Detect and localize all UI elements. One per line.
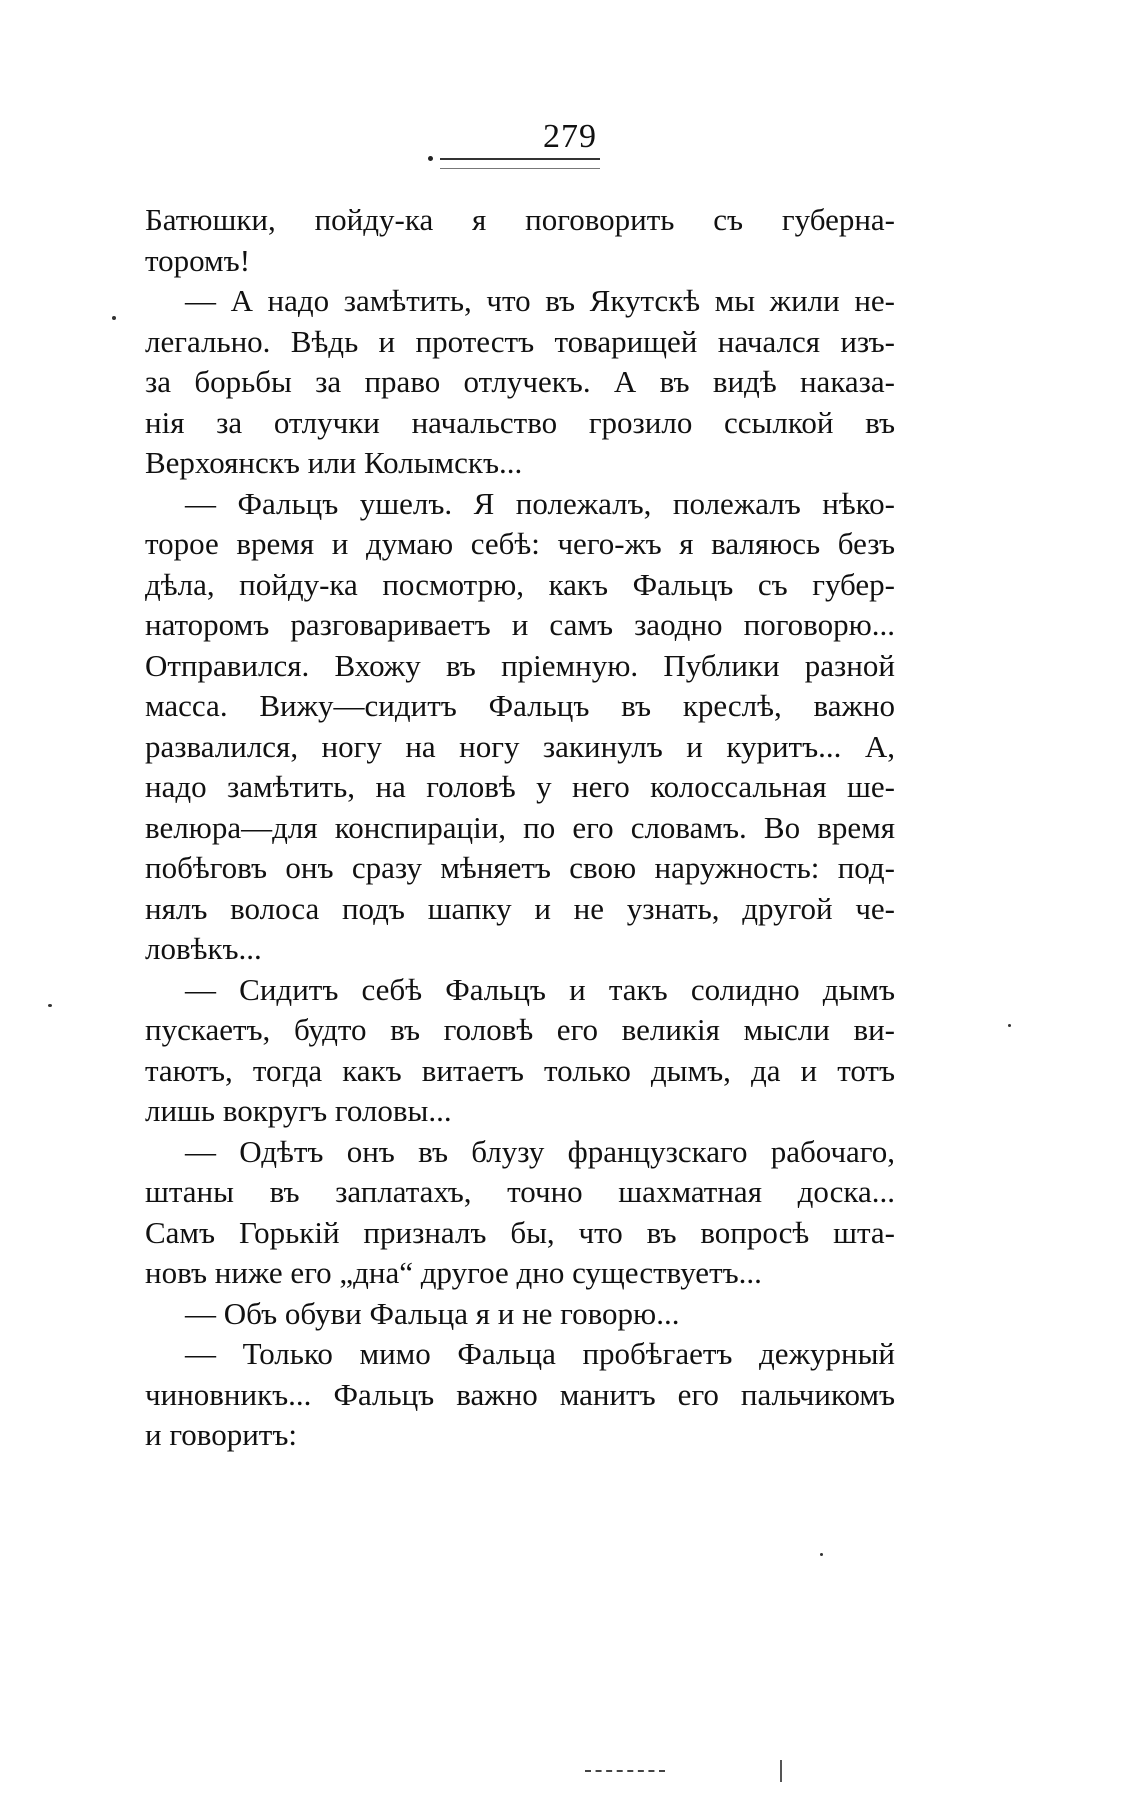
- text-line: — Только мимо Фальца пробѣгаетъ дежурный: [185, 1336, 895, 1371]
- text-line: штаны въ заплатахъ, точно шахматная доска...: [145, 1174, 895, 1209]
- print-speck: [1008, 1024, 1011, 1027]
- print-speck: [820, 1553, 823, 1556]
- text-line: пускаетъ, будто въ головѣ его великія мысли ви-: [145, 1012, 895, 1047]
- text-line: — Фальцъ ушелъ. Я полежалъ, полежалъ нѣко-: [185, 485, 895, 521]
- page-number: 279: [543, 118, 597, 155]
- text-line: новъ ниже его „дна“ другое дно существуетъ...: [145, 1255, 762, 1290]
- text-line: Верхоянскъ или Колымскъ...: [145, 445, 523, 480]
- text-line: и говоритъ:: [145, 1417, 297, 1452]
- text-line: — Объ обуви Фальца я и не говорю...: [185, 1295, 680, 1331]
- text-line: велюра—для конспираціи, по его словамъ. Во время: [145, 809, 895, 845]
- header-rule: [440, 158, 600, 160]
- text-line: побѣговъ онъ сразу мѣняетъ свою наружность: под-: [145, 850, 895, 885]
- print-speck: [48, 1004, 52, 1007]
- text-line: нія за отлучки начальство грозило ссылкой въ: [145, 404, 895, 440]
- text-line: торомъ!: [145, 242, 251, 278]
- footer-print-mark: [585, 1770, 665, 1776]
- print-speck: [112, 316, 116, 320]
- text-line: нялъ волоса подъ шапку и не узнать, другой че-: [145, 890, 895, 926]
- text-line: Отправился. Вхожу въ пріемную. Публики разной: [145, 647, 895, 683]
- text-line: — А надо замѣтить, что въ Якутскѣ мы жили не-: [185, 283, 895, 318]
- text-line: — Сидитъ себѣ Фальцъ и такъ солидно дымъ: [185, 971, 895, 1007]
- text-line: лишь вокругъ головы...: [145, 1093, 452, 1128]
- text-line: развалился, ногу на ногу закинулъ и куритъ... А,: [145, 728, 895, 764]
- text-line: масса. Вижу—сидитъ Фальцъ въ креслѣ, важно: [145, 688, 895, 723]
- text-line: — Одѣтъ онъ въ блузу французскаго рабочаго,: [185, 1133, 895, 1169]
- body-text: [145, 200, 895, 1456]
- text-line: Самъ Горькій призналъ бы, что въ вопросѣ шта-: [145, 1214, 895, 1250]
- text-line: надо замѣтить, на головѣ у него колоссальная ше-: [145, 769, 895, 804]
- text-line: наторомъ разговариваетъ и самъ заодно поговорю...: [145, 607, 895, 642]
- text-line: дѣла, пойду-ка посмотрю, какъ Фальцъ съ губер-: [145, 566, 895, 602]
- footer-print-mark: [780, 1760, 782, 1782]
- text-line: ловѣкъ...: [145, 931, 262, 966]
- text-line: торое время и думаю себѣ: чего-жъ я валяюсь безъ: [145, 526, 895, 561]
- text-line: за борьбы за право отлучекъ. А въ видѣ наказа-: [145, 364, 895, 399]
- header-rule-dot: [428, 156, 433, 161]
- header-rule-secondary: [440, 168, 600, 169]
- text-line: Батюшки, пойду-ка я поговорить съ губерна-: [145, 202, 895, 237]
- text-line: легально. Вѣдь и протестъ товарищей начался изъ-: [145, 323, 895, 359]
- text-line: чиновникъ... Фальцъ важно манитъ его пальчикомъ: [145, 1376, 895, 1412]
- text-line: таютъ, тогда какъ витаетъ только дымъ, да и тотъ: [145, 1052, 895, 1088]
